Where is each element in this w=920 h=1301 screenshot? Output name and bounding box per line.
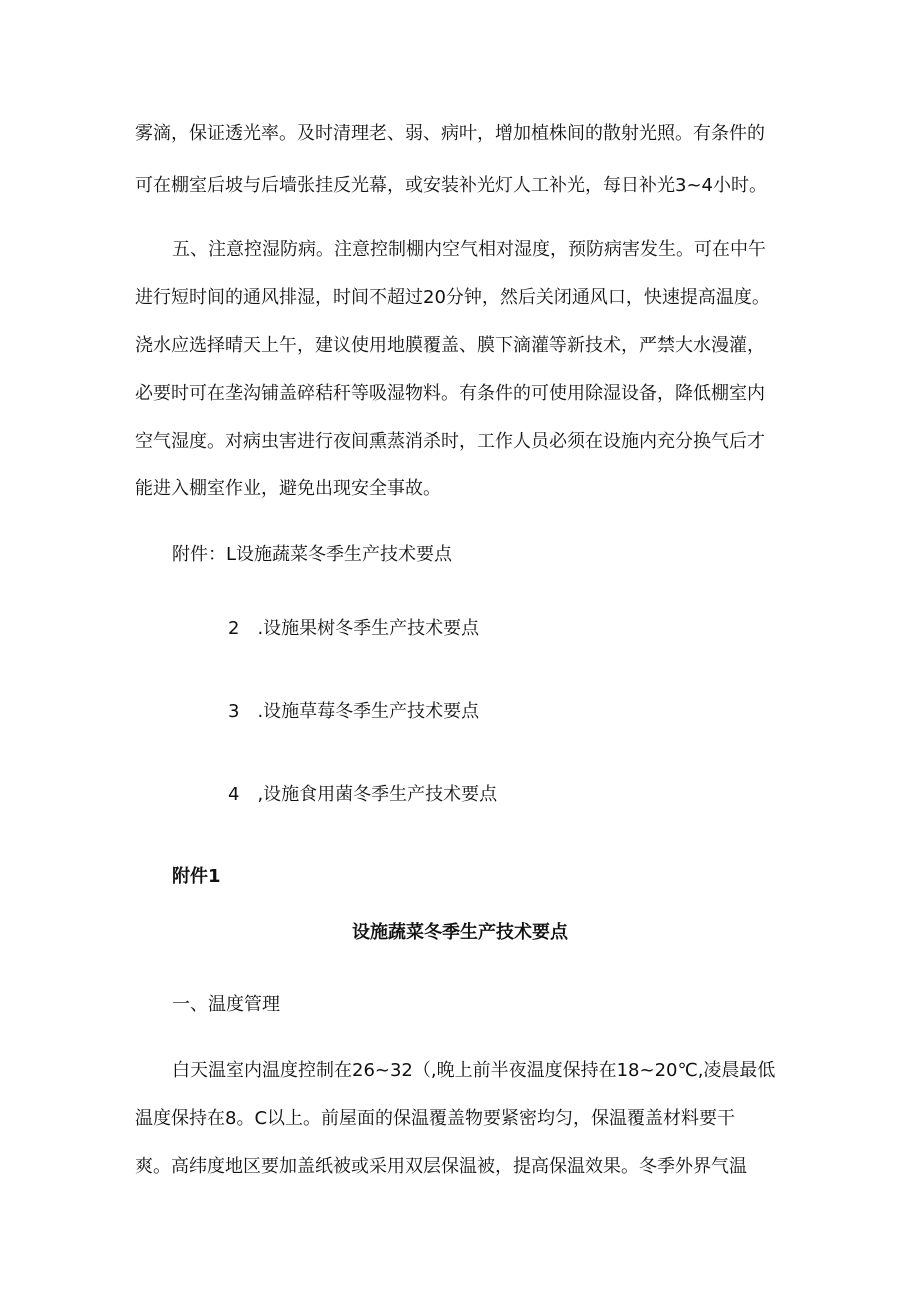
attachment-item: 2 .设施果树冬季生产技术要点	[228, 618, 480, 639]
paragraph-line: 温度保持在8。C以上。前屋面的保温覆盖物要紧密均匀，保温覆盖材料要干	[135, 1108, 736, 1129]
paragraph-line: 五、注意控湿防病。注意控制棚内空气相对湿度，预防病害发生。可在中午	[172, 239, 766, 260]
attachments-intro: 附件：L设施蔬菜冬季生产技术要点	[172, 544, 453, 565]
appendix-title: 设施蔬菜冬季生产技术要点	[352, 922, 568, 943]
paragraph-line: 可在棚室后坡与后墙张挂反光幕，或安装补光灯人工补光，每日补光3~4小时。	[135, 175, 767, 196]
appendix-label: 附件1	[172, 866, 221, 887]
paragraph-line: 白天温室内温度控制在26~32（,晚上前半夜温度保持在18~20℃,凌晨最低	[172, 1060, 776, 1081]
paragraph-line: 爽。高纬度地区要加盖纸被或采用双层保温被，提高保温效果。冬季外界气温	[135, 1156, 747, 1177]
paragraph-line: 雾滴，保证透光率。及时清理老、弱、病叶，增加植株间的散射光照。有条件的	[135, 123, 765, 144]
section-heading: 一、温度管理	[172, 994, 280, 1015]
paragraph-line: 能进入棚室作业，避免出现安全事故。	[135, 478, 441, 499]
paragraph-line: 浇水应选择晴天上午，建议使用地膜覆盖、膜下滴灌等新技术，严禁大水漫灌，	[135, 335, 765, 356]
paragraph-line: 进行短时间的通风排湿，时间不超过20分钟，然后关闭通风口，快速提高温度。	[135, 287, 770, 308]
paragraph-line: 空气湿度。对病虫害进行夜间熏蒸消杀时，工作人员必须在设施内充分换气后才	[135, 431, 765, 452]
attachment-item: 4 ,设施食用菌冬季生产技术要点	[228, 784, 498, 805]
paragraph-line: 必要时可在垄沟铺盖碎秸秆等吸湿物料。有条件的可使用除湿设备，降低棚室内	[135, 383, 765, 404]
attachment-item: 3 .设施草莓冬季生产技术要点	[228, 701, 480, 722]
